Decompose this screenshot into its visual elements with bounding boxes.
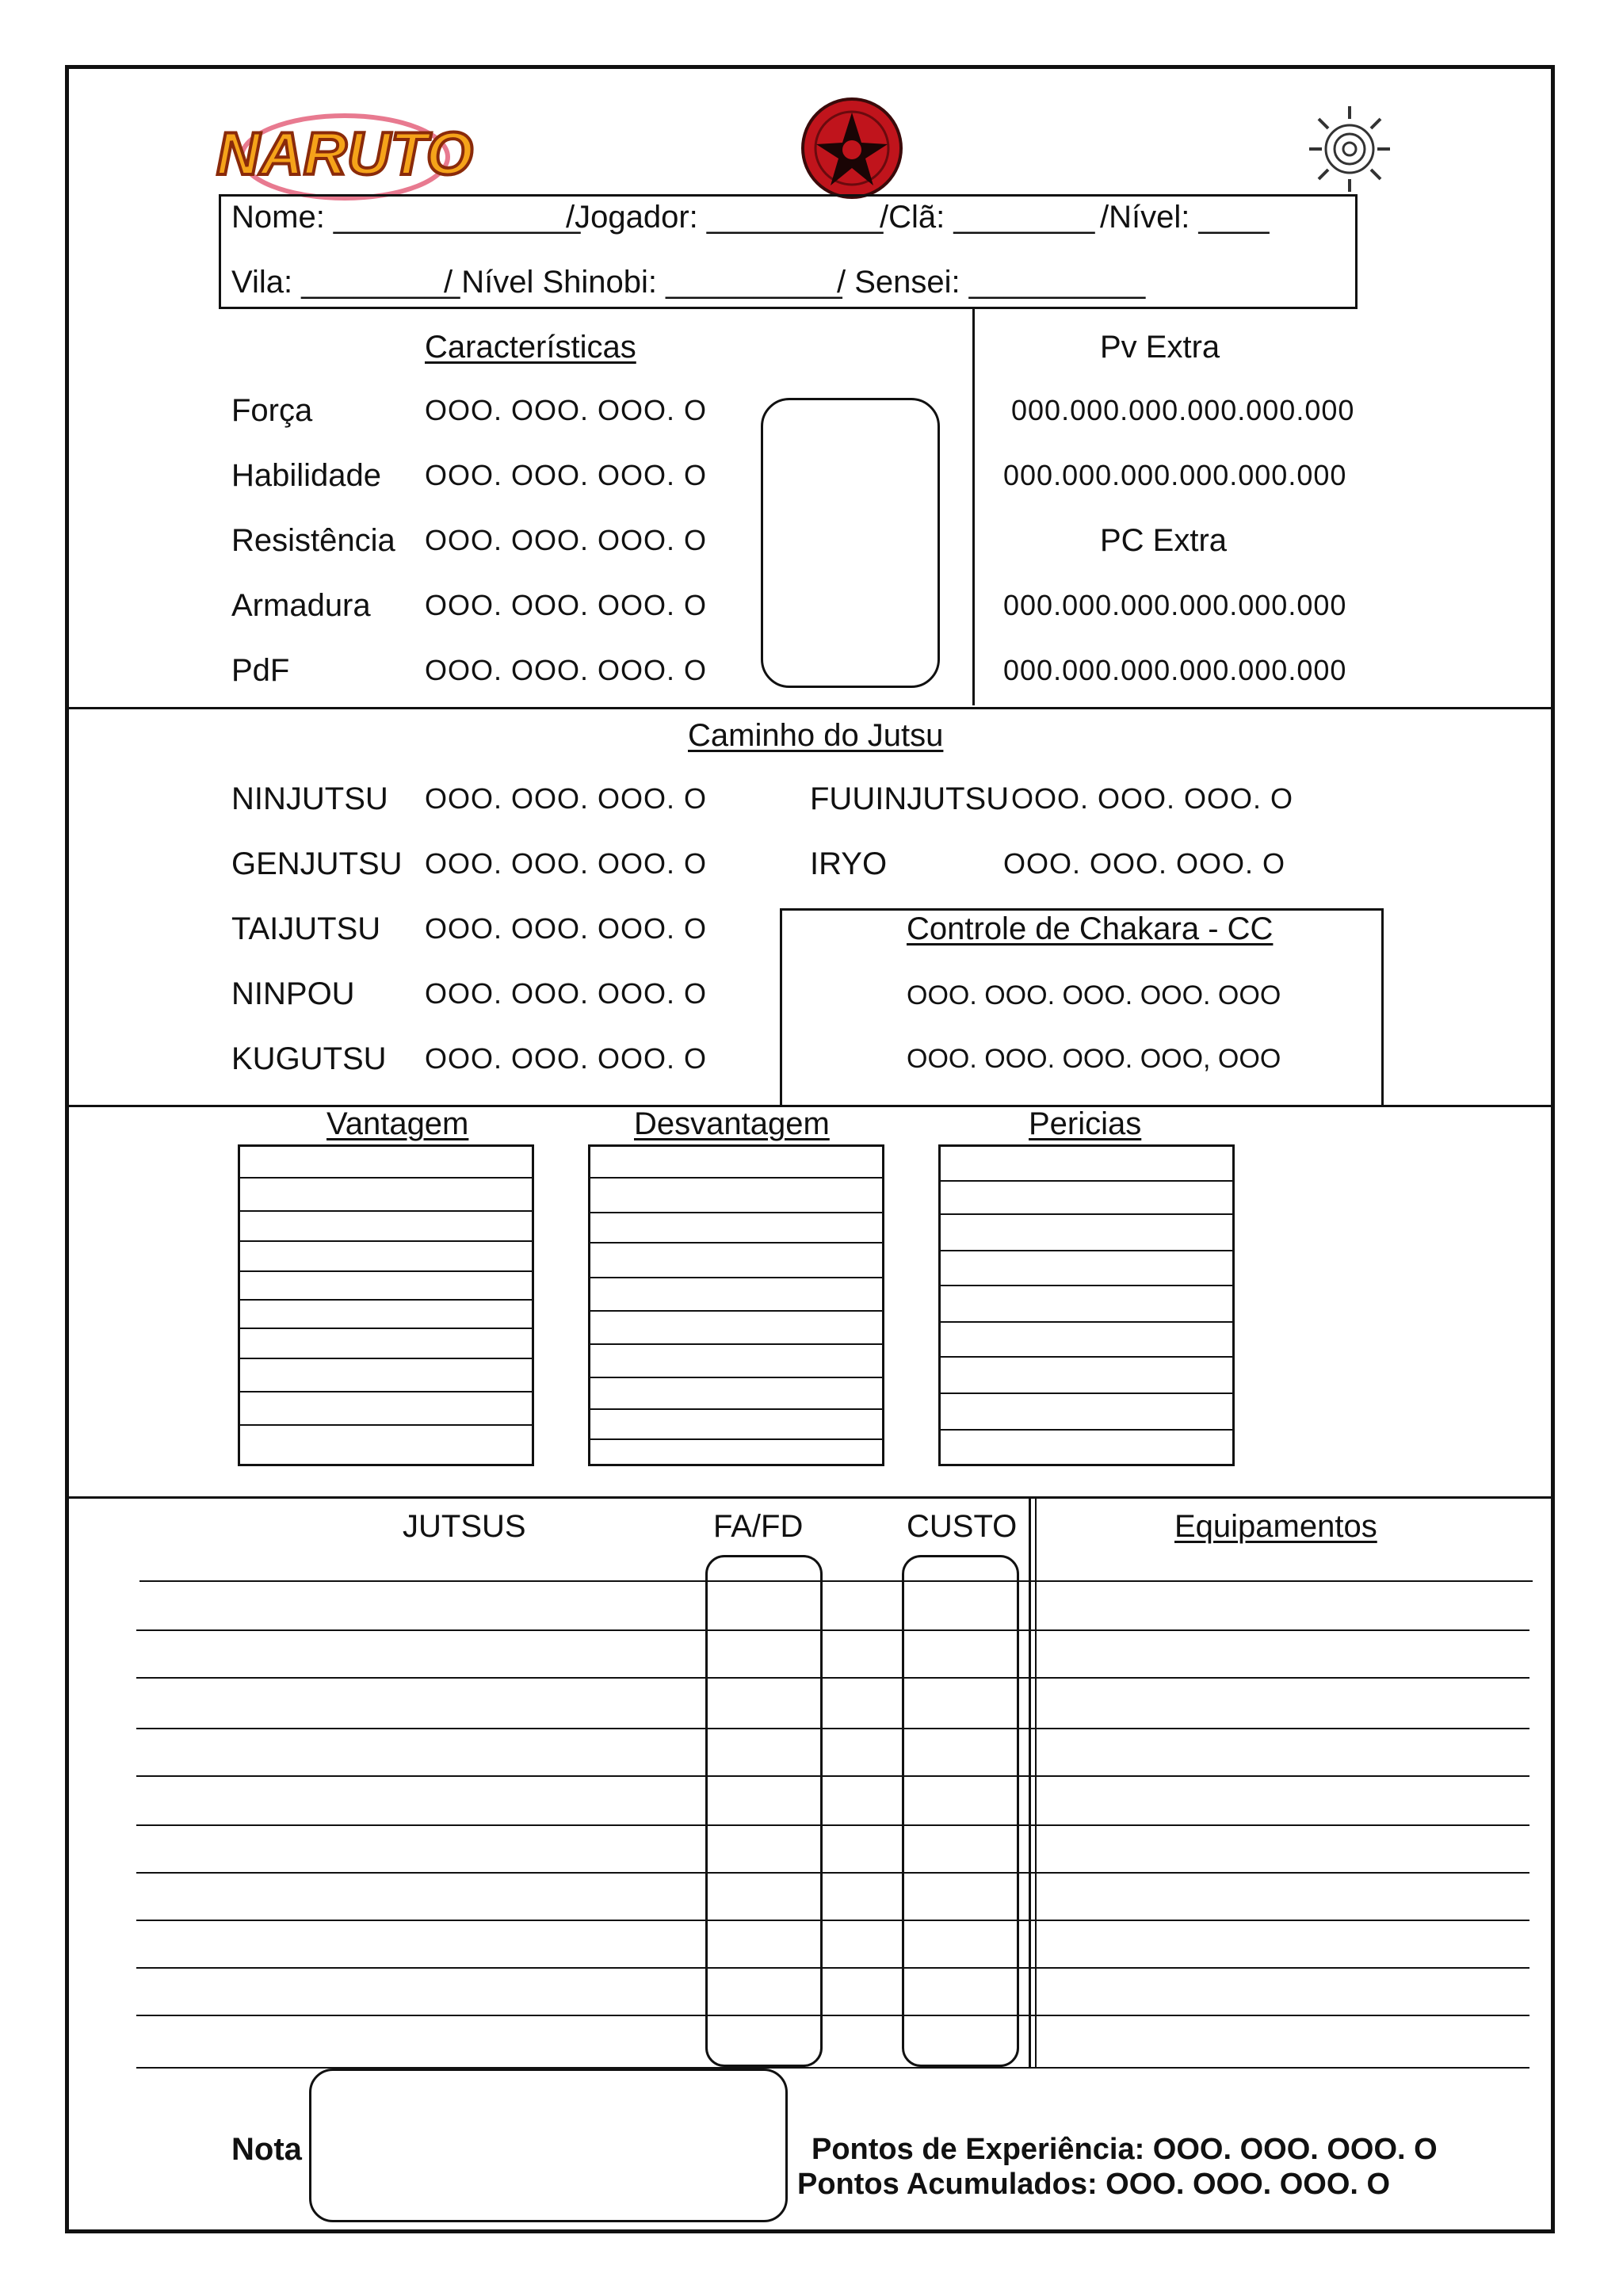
nome-field[interactable]: Nome: ______________ bbox=[231, 200, 581, 235]
equipamentos-divider bbox=[1029, 1496, 1031, 2067]
custo-column[interactable] bbox=[902, 1555, 1019, 2067]
attr-value[interactable]: OOO. OOO. OOO. O bbox=[425, 654, 708, 686]
jutsu-line[interactable] bbox=[136, 1920, 1529, 1921]
equipamentos-header: Equipamentos bbox=[1174, 1509, 1377, 1544]
cla-field[interactable]: /Clã: ________ bbox=[880, 200, 1095, 235]
caminho-title: Caminho do Jutsu bbox=[688, 718, 944, 753]
jutsu-line[interactable] bbox=[136, 1728, 1529, 1729]
caracteristicas-divider bbox=[972, 309, 975, 705]
jutsu-path-value[interactable]: OOO. OOO. OOO. O bbox=[1011, 782, 1294, 815]
pv-extra-row[interactable]: 000.000.000.000.000.000 bbox=[1003, 459, 1347, 491]
nota-label: Nota bbox=[231, 2132, 302, 2167]
attr-label: Resistência bbox=[231, 523, 395, 558]
pc-extra-title: PC Extra bbox=[1100, 523, 1228, 558]
jutsus-header: JUTSUS bbox=[403, 1509, 526, 1544]
attr-value[interactable]: OOO. OOO. OOO. O bbox=[425, 394, 708, 426]
jutsu-line[interactable] bbox=[139, 1580, 1533, 1582]
pc-extra-row[interactable]: 000.000.000.000.000.000 bbox=[1003, 589, 1347, 621]
vila-field[interactable]: Vila: _________ bbox=[231, 265, 460, 300]
pv-extra-title: Pv Extra bbox=[1100, 330, 1220, 365]
jutsu-path-label: NINJUTSU bbox=[231, 781, 388, 816]
jutsu-path-value[interactable]: OOO. OOO. OOO. O bbox=[425, 847, 708, 880]
section-divider bbox=[65, 1496, 1555, 1499]
jutsu-path-label: GENJUTSU bbox=[231, 846, 403, 881]
mangekyo-sharingan-icon bbox=[800, 97, 903, 200]
pc-extra-row[interactable]: 000.000.000.000.000.000 bbox=[1003, 654, 1347, 686]
equipamentos-divider-inner bbox=[1035, 1496, 1037, 2067]
jutsu-path-label: KUGUTSU bbox=[231, 1041, 387, 1076]
jutsu-path-value[interactable]: OOO. OOO. OOO. O bbox=[425, 1042, 708, 1075]
chakara-row[interactable]: OOO. OOO. OOO. OOO. OOO bbox=[907, 980, 1281, 1010]
pericias-title: Pericias bbox=[1029, 1106, 1142, 1141]
eight-trigrams-seal-icon bbox=[1306, 103, 1393, 198]
chakara-title: Controle de Chakara - CC bbox=[907, 911, 1274, 946]
custo-header: CUSTO bbox=[907, 1509, 1018, 1544]
desvantagem-title: Desvantagem bbox=[634, 1106, 830, 1141]
jutsu-line[interactable] bbox=[136, 1872, 1529, 1874]
attr-value[interactable]: OOO. OOO. OOO. O bbox=[425, 524, 708, 556]
nivel-field[interactable]: /Nível: ____ bbox=[1100, 200, 1270, 235]
jutsu-line[interactable] bbox=[136, 1775, 1529, 1777]
fafd-header: FA/FD bbox=[713, 1509, 804, 1544]
jutsu-path-label: TAIJUTSU bbox=[231, 911, 381, 946]
pontos-experiencia[interactable]: Pontos de Experiência: OOO. OOO. OOO. O bbox=[812, 2133, 1438, 2166]
jutsu-line[interactable] bbox=[136, 1629, 1529, 1631]
jutsu-path-label: FUUINJUTSU bbox=[810, 781, 1010, 816]
sensei-field[interactable]: / Sensei: __________ bbox=[837, 265, 1146, 300]
attr-label: Armadura bbox=[231, 588, 371, 623]
jogador-field[interactable]: /Jogador: __________ bbox=[566, 200, 884, 235]
attr-label: Habilidade bbox=[231, 458, 382, 493]
jutsu-path-value[interactable]: OOO. OOO. OOO. O bbox=[1003, 847, 1286, 880]
portrait-box[interactable] bbox=[761, 398, 940, 688]
naruto-logo bbox=[216, 101, 473, 204]
jutsu-path-label: NINPOU bbox=[231, 976, 355, 1011]
jutsu-line[interactable] bbox=[136, 1677, 1529, 1679]
pontos-acumulados[interactable]: Pontos Acumulados: OOO. OOO. OOO. O bbox=[797, 2168, 1391, 2201]
vantagem-title: Vantagem bbox=[327, 1106, 469, 1141]
pv-extra-row[interactable]: 000.000.000.000.000.000 bbox=[1011, 394, 1355, 426]
desvantagem-list[interactable] bbox=[588, 1144, 884, 1466]
attr-label: Força bbox=[231, 393, 313, 428]
attr-label: PdF bbox=[231, 653, 290, 688]
nota-box[interactable] bbox=[309, 2069, 788, 2222]
jutsu-path-value[interactable]: OOO. OOO. OOO. O bbox=[425, 912, 708, 945]
caracteristicas-title: Características bbox=[425, 330, 636, 365]
chakara-row[interactable]: OOO. OOO. OOO. OOO, OOO bbox=[907, 1044, 1281, 1074]
section-divider bbox=[65, 707, 1555, 709]
jutsu-line[interactable] bbox=[136, 2015, 1529, 2016]
jutsu-path-value[interactable]: OOO. OOO. OOO. O bbox=[425, 782, 708, 815]
vantagem-list[interactable] bbox=[238, 1144, 534, 1466]
fafd-column[interactable] bbox=[705, 1555, 823, 2067]
logo-text: NARUTO bbox=[216, 120, 473, 188]
jutsu-line[interactable] bbox=[136, 1967, 1529, 1969]
jutsu-path-value[interactable]: OOO. OOO. OOO. O bbox=[425, 977, 708, 1010]
jutsu-path-label: IRYO bbox=[810, 846, 888, 881]
jutsu-line[interactable] bbox=[136, 1824, 1529, 1826]
attr-value[interactable]: OOO. OOO. OOO. O bbox=[425, 589, 708, 621]
nivel-shinobi-field[interactable]: / Nível Shinobi: __________ bbox=[444, 265, 842, 300]
pericias-list[interactable] bbox=[938, 1144, 1235, 1466]
attr-value[interactable]: OOO. OOO. OOO. O bbox=[425, 459, 708, 491]
